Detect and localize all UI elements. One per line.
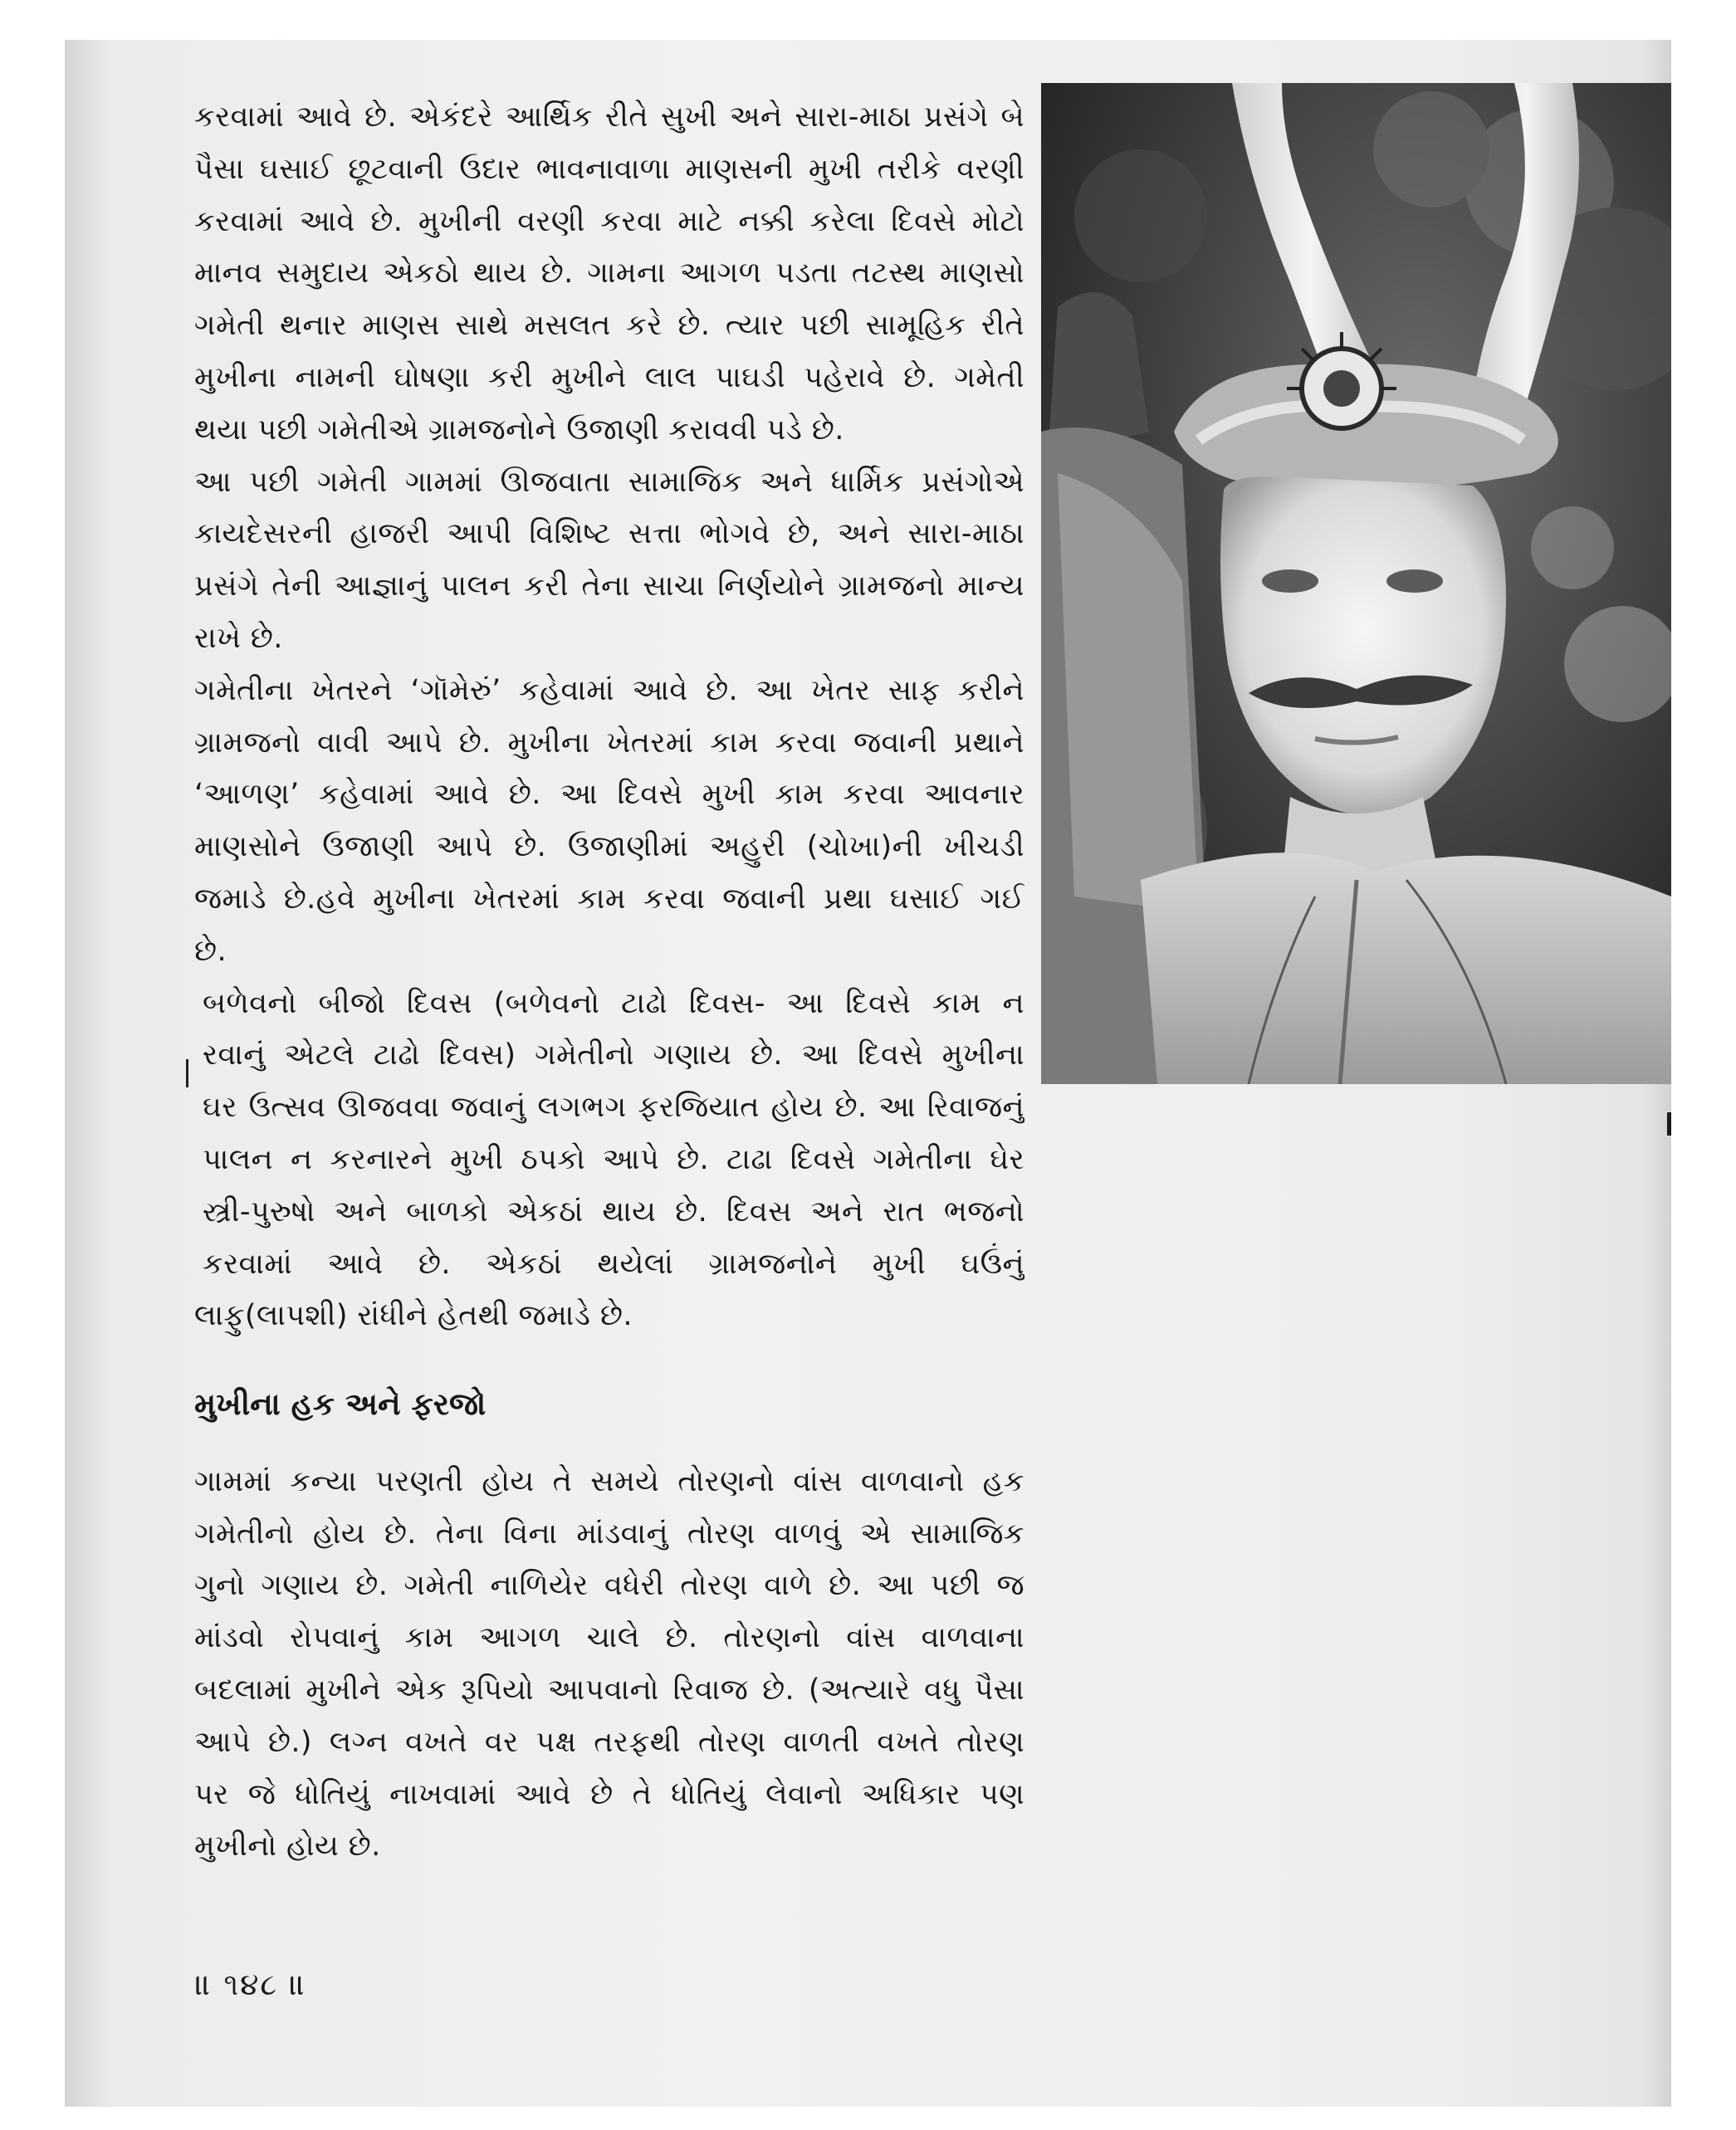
- print-mark: [186, 1059, 188, 1087]
- text-line: આ પછી ગમેતી ગામમાં ઊજવાતા સામાજિક અને ધાર્મિક પ્રસંગોએ: [194, 465, 1024, 499]
- text-line: સ્ત્રી-પુરુષો અને બાળકો એકઠાં થાય છે. દિવસ અને રાત ભજનો: [203, 1194, 1024, 1229]
- text-line: ‘આળણ’ કહેવામાં આવે છે. આ દિવસે મુખી કામ કરવા આવનાર: [194, 778, 1024, 812]
- text-line: ગામમાં કન્યા પરણતી હોય તે સમયે તોરણનો વાંસ વાળવાનો હક: [194, 1464, 1024, 1498]
- text-line: મુખીના નામની ઘોષણા કરી મુખીને લાલ પાઘડી પહેરાવે છે. ગમેતી: [194, 360, 1024, 394]
- text-line: પાલન ન કરનારને મુખી ઠપકો આપે છે. ટાઢા દિવસે ગમેતીના ઘેર: [203, 1142, 1024, 1176]
- text-line: બદલામાં મુખીને એક રૂપિયો આપવાનો રિવાજ છે. (અત્યારે વધુ પૈસા: [194, 1673, 1024, 1707]
- tribal-man-photo-icon: [1041, 83, 1671, 1084]
- section-heading: મુખીના હક અને ફરજો: [194, 1386, 487, 1423]
- text-line: રવાનું એટલે ટાઢો દિવસ) ગમેતીનો ગણાય છે. આ દિવસે મુખીના: [203, 1038, 1024, 1072]
- paragraph-5: [194, 1456, 1024, 1873]
- text-line: માંડવો રોપવાનું કામ આગળ ચાલે છે. તોરણનો વાંસ વાળવાના: [194, 1621, 1024, 1655]
- book-page: [65, 40, 1671, 2107]
- text-line: થયા પછી ગમેતીએ ગ્રામજનોને ઉજાણી કરાવવી પડે છે.: [194, 413, 844, 447]
- text-line: ગમેતીનો હોય છે. તેના વિના માંડવાનું તોરણ વાળવું એ સામાજિક: [194, 1517, 1024, 1551]
- text-line: કાયદેસરની હાજરી આપી વિશિષ્ટ સત્તા ભોગવે છે, અને સારા-માઠા: [194, 517, 1024, 551]
- paragraph-4: [194, 978, 1024, 1343]
- text-line: ઘર ઉત્સવ ઊજવવા જવાનું લગભગ ફરજિયાત હોય છે. આ રિવાજનું: [203, 1091, 1024, 1125]
- text-line: જમાડે છે.હવે મુખીના ખેતરમાં કામ કરવા જવાની પ્રથા ઘસાઈ ગઈ: [194, 882, 1024, 916]
- text-line: ગ્રામજનો વાવી આપે છે. મુખીના ખેતરમાં કામ કરવા જવાની પ્રથાને: [194, 725, 1024, 760]
- text-line: પૈસા ઘસાઈ છૂટવાની ઉદાર ભાવનાવાળા માણસની મુખી તરીકે વરણી: [194, 152, 1024, 186]
- text-line: પર જે ધોતિયું નાખવામાં આવે છે તે ધોતિયું લેવાનો અધિકાર પણ: [194, 1777, 1024, 1811]
- text-line: ગમેતીના ખેતરને ‘ગૉમેરું’ કહેવામાં આવે છે. આ ખેતર સાફ કરીને: [194, 673, 1024, 707]
- text-line: આપે છે.) લગ્ન વખતે વર પક્ષ તરફથી તોરણ વાળતી વખતે તોરણ: [194, 1725, 1024, 1759]
- text-line: રાખે છે.: [194, 621, 283, 655]
- text-line: કરવામાં આવે છે. મુખીની વરણી કરવા માટે નક્કી કરેલા દિવસે મોટો: [194, 204, 1024, 238]
- text-line: મુખીનો હોય છે.: [194, 1830, 381, 1864]
- text-line: પ્રસંગે તેની આજ્ઞાનું પાલન કરી તેના સાચા નિર્ણયોને ગ્રામજનો માન્ય: [194, 569, 1024, 603]
- paragraph-1: [194, 91, 1024, 457]
- paragraph-3: [194, 665, 1024, 978]
- text-line: ગમેતી થનાર માણસ સાથે મસલત કરે છે. ત્યાર પછી સામૂહિક રીતે: [194, 309, 1024, 343]
- text-line: માણસોને ઉજાણી આપે છે. ઉજાણીમાં અહુરી (ચોખા)ની ખીચડી: [194, 830, 1024, 864]
- page-number: ॥ ૧૪૮ ॥: [195, 1968, 307, 2002]
- text-line: માનવ સમુદાય એકઠો થાય છે. ગામના આગળ પડતા તટસ્થ માણસો: [194, 256, 1024, 291]
- photograph-man-with-horned-headdress: [1041, 83, 1671, 1084]
- text-line: લાફુ(લાપશી) રાંધીને હેતથી જમાડે છે.: [194, 1299, 633, 1333]
- text-line: કરવામાં આવે છે. એકંદરે આર્થિક રીતે સુખી અને સારા-માઠા પ્રસંગે બે: [194, 100, 1024, 134]
- text-line: ગુનો ગણાય છે. ગમેતી નાળિયેર વધેરી તોરણ વાળે છે. આ પછી જ: [194, 1569, 1024, 1603]
- text-line: છે.: [194, 934, 227, 968]
- text-line: બળેવનો બીજો દિવસ (બળેવનો ટાઢો દિવસ- આ દિવસે કામ ન: [203, 986, 1024, 1020]
- paragraph-2: [194, 457, 1024, 665]
- text-line: કરવામાં આવે છે. એકઠાં થયેલાં ગ્રામજનોને મુખી ઘઉંનું: [203, 1247, 1024, 1281]
- print-mark-right: [1667, 1112, 1671, 1136]
- main-text-column: [194, 91, 1024, 1873]
